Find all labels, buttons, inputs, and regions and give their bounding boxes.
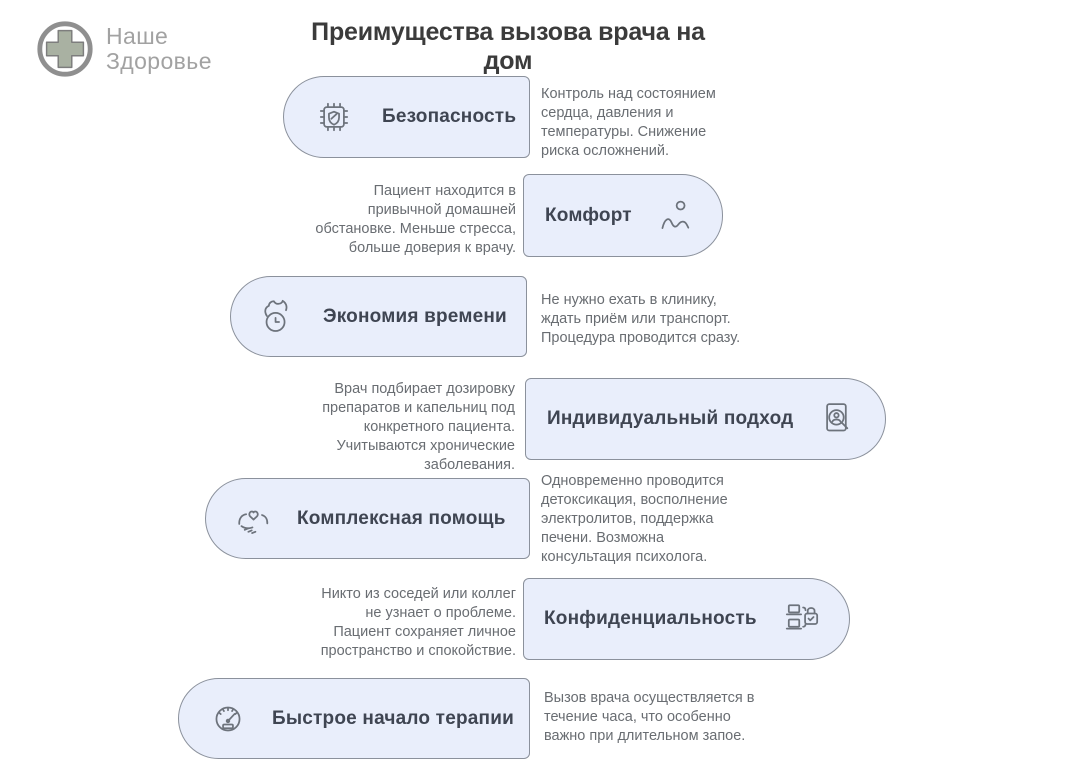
benefit-card-quick-start [178, 678, 530, 759]
benefit-card-comprehensive-help [205, 478, 530, 559]
benefit-description: Одновременно проводится детоксикация, восполнение электролитов, поддержка печени. Возможна консультация психолога. [541, 473, 728, 565]
benefit-description: Не нужно ехать в клинику, ждать приём или транспорт. Процедура проводится сразу. [541, 292, 741, 346]
benefit-title: Индивидуальный подход [547, 408, 794, 429]
speedometer-icon [206, 697, 250, 741]
relaxing-person-icon [652, 194, 696, 238]
hands-heart-icon [231, 497, 275, 541]
benefit-description: Вызов врача осуществляется в течение часа, что особенно важно при длительном запое. [544, 690, 755, 744]
benefit-description: Врач подбирает дозировку препаратов и капельниц под конкретного пациента. Учитываются хронические заболевания. [322, 381, 515, 473]
devices-lock-icon [780, 597, 824, 641]
benefit-title: Быстрое начало терапии [272, 707, 514, 729]
chip-shield-icon [312, 95, 356, 139]
benefit-title: Конфиденциальность [544, 608, 757, 629]
clinic-logo [34, 18, 212, 80]
benefit-description: Контроль над состоянием сердца, давления и температуры. Снижение риска осложнений. [541, 86, 716, 159]
benefit-card-time-saving [230, 276, 527, 357]
benefit-card-safety [283, 76, 530, 158]
benefit-card-individual-approach [525, 378, 886, 460]
patient-record-search-icon [815, 397, 859, 441]
logo-line2: Здоровье [106, 48, 212, 74]
page-title: Преимущества вызова врача на дом [311, 18, 705, 75]
benefit-title: Комфорт [545, 204, 632, 226]
medical-cross-logo-icon [34, 18, 96, 80]
benefit-description: Никто из соседей или коллег не узнает о проблеме. Пациент сохраняет личное пространство и спокойствие. [320, 586, 516, 659]
benefit-description: Пациент находится в привычной домашней обстановке. Меньше стресса, больше доверия к врачу. [315, 183, 516, 256]
burning-clock-icon [253, 295, 297, 339]
benefit-card-confidentiality [523, 578, 850, 660]
benefit-card-comfort [523, 174, 723, 257]
clinic-logo-text [106, 24, 212, 74]
benefit-title: Безопасность [382, 106, 517, 127]
benefit-title: Экономия времени [323, 305, 507, 327]
logo-line1: Наше [106, 23, 169, 50]
benefit-title: Комплексная помощь [297, 507, 506, 529]
